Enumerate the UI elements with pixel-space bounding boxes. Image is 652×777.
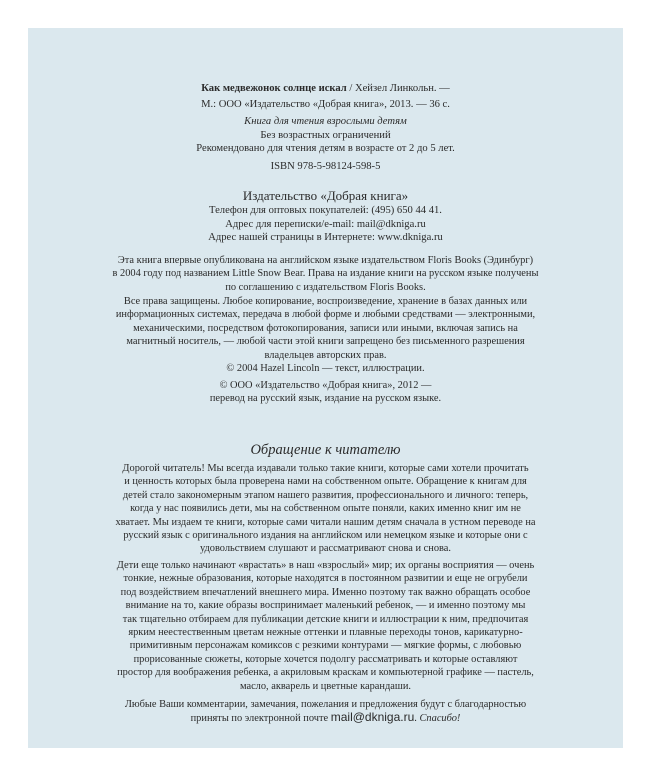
author: / Хейзел Линкольн. — (346, 83, 450, 94)
audience-line: Книга для чтения взрослыми детям (244, 116, 407, 128)
text-line: © 2004 Hazel Lincoln — текст, иллюстрации. (226, 363, 425, 374)
text-line: внимание на то, какие образы воспринимает маленький ребенок, — и именно поэтому мы (125, 600, 526, 612)
thanks-text: Спасибо! (419, 713, 461, 725)
text-line: хватает. Мы издаем те книги, которые сами читали нашим детям сначала в устном переводе на (115, 516, 536, 528)
section-title: Обращение к читателю (250, 442, 401, 458)
text-line: прорисованные сюжеты, которые хочется подолгу рассматривать и которые оставляют (133, 653, 518, 665)
publisher-info (28, 188, 623, 245)
text-line: когда у нас появились дети, мы на собственном опыте поняли, каких именно книг им не (130, 503, 521, 515)
text-line: масло, акварель и цветные карандаши. (239, 680, 412, 692)
text-line: русский язык с оригинального издания на английском или немецком языке и которые они с (123, 530, 528, 542)
text-line: владельцев авторских прав. (264, 349, 387, 361)
copyright-author (28, 362, 623, 375)
text-line: так тщательно отбираем для публикации детские книги и иллюстрации к ним, предпочитая (122, 613, 529, 625)
publisher-line: М.: ООО «Издательство «Добрая книга», 2013. — 36 с. (201, 98, 450, 110)
first-published-note (28, 254, 623, 294)
title-line (28, 82, 623, 96)
isbn: ISBN 978-5-98124-598-5 (270, 160, 381, 172)
text-line: детей стало закономерным этапом нашего развития, профессионального и личного: теперь, (122, 489, 529, 501)
text-line: Дорогой читатель! Мы всегда издавали только такие книги, которые сами хотели прочитать (122, 463, 529, 474)
text-line: механическими, посредством фотокопирования, записи или иными, включая запись на (133, 322, 518, 334)
book-title: Как медвежонок солнце искал (201, 83, 347, 94)
publisher-name: Издательство «Добрая книга» (242, 188, 409, 203)
reader-address-paragraph-1 (28, 462, 623, 556)
reader-address-closing (28, 698, 623, 726)
recommended-age-line: Рекомендовано для чтения детям в возрасте от 2 до 5 лет. (196, 143, 455, 155)
publisher-phone: Телефон для оптовых покупателей: (495) 650 44 41. (209, 205, 442, 216)
publisher-website: Адрес нашей страницы в Интернете: www.dkniga.ru (208, 232, 443, 244)
bibliographic-record (28, 82, 623, 174)
age-limit-line: Без возрастных ограничений (260, 129, 391, 141)
text-line: ярким неестественным цветам нежные оттенки и плавные переходы тонов, карикатурно- (128, 627, 523, 639)
reader-address-title (28, 441, 623, 459)
reader-address-paragraph-2 (28, 559, 623, 693)
copyright-publisher (28, 379, 623, 406)
imprint-page (28, 28, 623, 748)
punctuation: . (414, 713, 420, 725)
text-line: примитивным персонажам комиксов с резкими контурами — мягкие формы, с любовью (129, 640, 522, 652)
text-line: и ценность которых была проверена нами на собственном опыте. Обращение к книгам для (124, 476, 527, 488)
text-line: информационных системах, передача в любой форме и любыми средствами — электронными, (115, 309, 536, 321)
text-line: магнитный носитель, — любой части этой книги запрещено без письменного разрешения (126, 336, 525, 348)
text-line: Все права защищены. Любое копирование, воспроизведение, хранение в базах данных или (123, 296, 528, 307)
text-line: в 2004 году под названием Little Snow Bear. Права на издание книги на русском языке получены (112, 268, 539, 280)
text-line: Любые Ваши комментарии, замечания, пожелания и предложения будут с благодарностью (124, 699, 527, 710)
text-line: простор для воображения ребенка, а акриловым краскам и компьютерной графике — пастель, (117, 667, 534, 679)
contact-email-link[interactable]: mail@dkniga.ru (330, 710, 415, 725)
publisher-email: Адрес для переписки/e-mail: mail@dkniga.ru (225, 218, 426, 230)
text-line: Эта книга впервые опубликована на английском языке издательством Floris Books (Эдинбург) (117, 255, 534, 266)
text-line: по соглашению с издательством Floris Books. (225, 281, 426, 293)
text-line: тонкие, нежные образования, которые находятся в постоянном развитии и еще не огрубели (123, 573, 528, 585)
rights-notice (28, 295, 623, 362)
text-line: Дети еще только начинают «врастать» в наш «взрослый» мир; их органы восприятия — очень (116, 560, 535, 571)
text-line (28, 711, 623, 725)
text-line: под воздействием впечатлений внешнего мира. Именно поэтому так важно обращать особое (120, 586, 531, 598)
text-line: удовольствием слушают и рассматривают снова и снова. (199, 543, 452, 555)
text-line: © ООО «Издательство «Добрая книга», 2012 — (219, 380, 432, 391)
text-line: перевод на русский язык, издание на русском языке. (209, 393, 442, 405)
closing-text: приняты по электронной почте (190, 713, 331, 725)
